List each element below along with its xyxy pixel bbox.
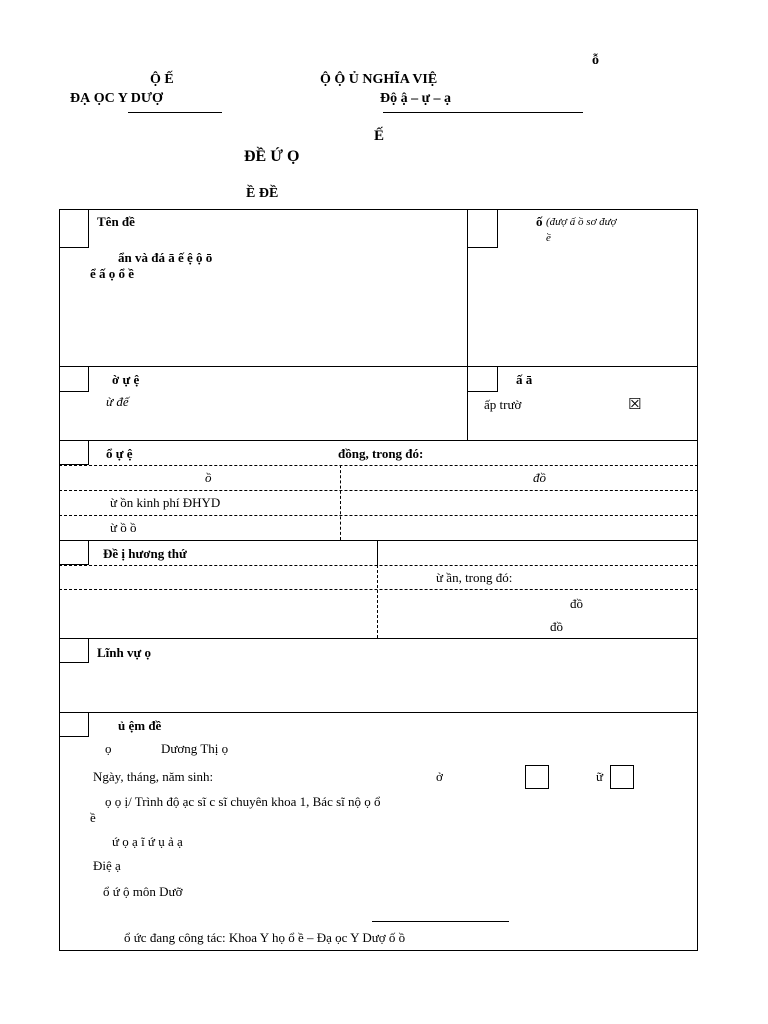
leader-dob-label: Ngày, tháng, năm sinh: — [93, 769, 214, 784]
project-code-label: ố — [536, 214, 543, 229]
row-divider — [59, 366, 698, 367]
org-header-line2: ĐẠ ỌC Y DƯỢ — [70, 91, 163, 106]
level-option: ấp trườ — [484, 397, 522, 412]
org-underline — [128, 112, 222, 113]
item-number-cell — [59, 638, 89, 663]
program-divider — [59, 589, 698, 590]
budget-divider — [59, 490, 698, 491]
item-number-cell — [59, 540, 89, 565]
project-code-note2: ề — [546, 232, 551, 244]
leader-degree-cont: ề — [90, 810, 96, 825]
row-divider — [59, 712, 698, 713]
row-divider — [59, 440, 698, 441]
budget-row1-right: đồ — [533, 470, 546, 485]
leader-name-label: ọ — [105, 741, 112, 756]
budget-row2-left: ừ ồn kinh phí ĐHYD — [110, 495, 221, 510]
level-label: ấ ā — [516, 372, 533, 387]
leader-label: ủ ệm đề — [118, 718, 162, 733]
item-number-cell — [59, 366, 89, 392]
signature-line — [372, 921, 509, 922]
leader-position: ổ ứ ộ môn Dưỡ — [103, 884, 183, 899]
leader-name-value: Dương Thị ọ — [161, 741, 229, 756]
program-right3: đồ — [550, 619, 563, 634]
program-right2: đồ — [570, 596, 583, 611]
row-divider — [59, 540, 698, 541]
budget-row1-left: ồ — [205, 470, 212, 485]
item-number-cell — [59, 209, 89, 248]
item-number-cell — [467, 366, 498, 392]
gender-female-label: ữ — [596, 769, 604, 784]
motto-top-char: ỗ — [592, 53, 599, 68]
project-name-line2: ể ấ ọ ổ ề — [90, 266, 135, 281]
org-header-line1: Ộ Ế — [150, 72, 174, 87]
section-heading: Ề ĐỀ — [246, 186, 279, 201]
gender-female-checkbox[interactable] — [610, 765, 634, 789]
project-name-line1: ẩn và đá ā ế ệ ộ ō — [118, 250, 213, 265]
gender-male-checkbox[interactable] — [525, 765, 549, 789]
row-divider — [59, 638, 698, 639]
program-right1: ừ ần, trong đó: — [436, 570, 513, 585]
program-divider — [59, 565, 698, 566]
country-header-line1: Ộ Ộ Ủ NGHĨA VIỆ — [320, 72, 438, 87]
doc-title-line1: Ế — [374, 128, 385, 144]
program-label: Đề ị hương thứ — [103, 546, 187, 561]
item-number-cell — [59, 440, 89, 465]
leader-degree: ọ ọ ị/ Trình độ ạc sĩ c sĩ chuyên khoa 1, Bác sĩ nộ ọ ổ — [105, 794, 381, 809]
duration-range: ừ đế — [106, 394, 129, 409]
budget-label: ổ ự ệ — [106, 446, 133, 461]
leader-phone: Điệ ạ — [93, 858, 121, 873]
doc-title-line2: ĐỀ Ứ Ọ — [244, 148, 300, 165]
budget-divider — [59, 515, 698, 516]
project-name-label: Tên đề — [97, 214, 135, 229]
item-number-cell — [467, 209, 498, 248]
motto-underline — [383, 112, 583, 113]
leader-title-row: ứ ọ ạ ĩ ứ ụ ả ạ — [112, 834, 183, 849]
budget-column-divider — [340, 465, 341, 540]
country-header-line2: Độ ậ – ự – ạ — [380, 91, 452, 106]
program-column-divider — [377, 565, 378, 638]
budget-label-suffix: đồng, trong đó: — [338, 446, 424, 461]
budget-divider — [59, 465, 698, 466]
level-checkbox-checked[interactable]: ☒ — [628, 395, 642, 413]
program-column-divider — [377, 540, 378, 565]
duration-label: ờ ự ệ — [112, 372, 140, 387]
gender-male-label: ở — [436, 769, 443, 784]
item-number-cell — [59, 712, 89, 737]
field-label: Lĩnh vự ọ — [97, 645, 152, 660]
leader-workplace: ổ ức đang công tác: Khoa Y họ ổ ề – Đạ ọc Y Dượ ố ồ — [124, 930, 406, 945]
budget-row3-left: ừ ồ ồ — [110, 520, 137, 535]
project-code-note: (đượ ấ ồ sơ đượ — [546, 216, 617, 228]
